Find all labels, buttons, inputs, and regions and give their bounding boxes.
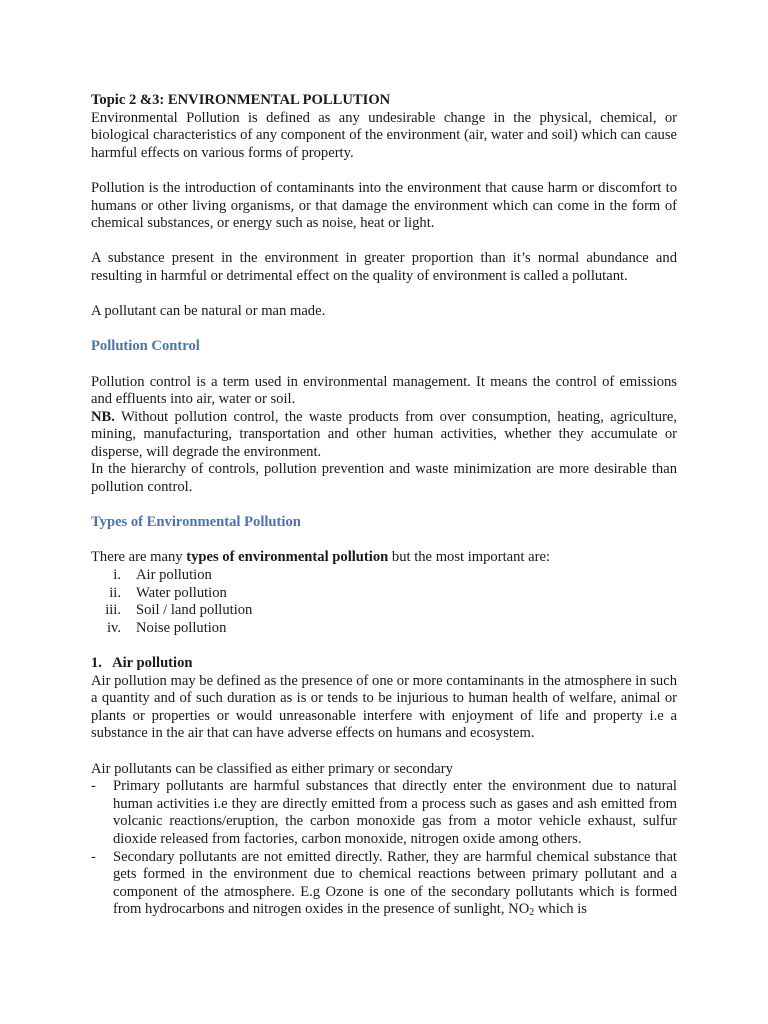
page-title: Topic 2 &3: ENVIRONMENTAL POLLUTION — [91, 92, 391, 108]
document-body — [91, 92, 677, 922]
types-lead-post: but the most important are: — [388, 549, 550, 566]
nb-label: NB. — [91, 408, 115, 425]
intro-paragraph-3: A substance present in the environment in greater proportion than it’s normal abundance and resulting in harmful or detrimental effect on the quality of environment is called a pollutant. — [91, 250, 677, 284]
list-item-number: i. — [113, 567, 121, 584]
intro-paragraph-2: Pollution is the introduction of contaminants into the environment that cause harm or discomfort to humans or other living organisms, or that damage the environment which can come in the form of chemical substances, or energy such as noise, heat or light. — [91, 179, 677, 232]
air-pollution-heading: 1. Air pollution — [91, 655, 193, 671]
nb-paragraph — [91, 409, 677, 462]
list-item — [91, 620, 677, 638]
list-item — [91, 778, 677, 848]
subscript: 2 — [529, 907, 535, 919]
list-item — [91, 602, 677, 620]
list-item-number: ii. — [109, 584, 121, 601]
air-pollution-paragraph-2: Air pollutants can be classified as either primary or secondary — [91, 760, 453, 777]
air-pollution-paragraph-1: Air pollution may be defined as the presence of one or more contaminants in the atmosphere in such a quantity and of such duration as is or tends to be injurious to human health of welfare, animal or plants or properties or would unreasonable interfere with enjoyment of life and property i.e a substance in the air that can have adverse effects on humans and ecosystem. — [91, 672, 677, 742]
list-item-number: iv. — [106, 619, 121, 636]
dash-bullet: - — [91, 848, 96, 865]
types-lead — [91, 549, 677, 567]
list-item-text: Noise pollution — [136, 619, 227, 636]
list-item-text: Water pollution — [136, 584, 227, 601]
intro-paragraph-4: A pollutant can be natural or man made. — [91, 303, 326, 320]
primary-pollutants-text: Primary pollutants are harmful substances that directly enter the environment due to natural human activities i.e they are directly emitted from a process such as gases and ash emitted from volcanic reactions/eruption, the carbon monoxide gas from a motor vehicle exhaust, sulfur dioxide released from factories, carbon monoxide, nitrogen oxide among others. — [113, 778, 677, 847]
types-list — [91, 567, 677, 637]
hierarchy-paragraph: In the hierarchy of controls, pollution prevention and waste minimization are more desirable than pollution control. — [91, 461, 677, 496]
types-heading: Types of Environmental Pollution — [91, 514, 301, 531]
pollution-control-paragraph: Pollution control is a term used in environmental management. It means the control of emissions and effluents into air, water or soil. — [91, 373, 677, 408]
list-item — [91, 567, 677, 585]
secondary-pollutants-text — [113, 849, 677, 922]
types-lead-bold: types of environmental pollution — [186, 549, 389, 566]
secondary-pollutants-tail: which is — [534, 901, 587, 918]
list-item-text: Soil / land pollution — [136, 602, 253, 619]
list-item-text: Air pollution — [136, 567, 212, 584]
pollution-control-heading: Pollution Control — [91, 338, 200, 355]
list-item — [91, 849, 677, 922]
nb-text: Without pollution control, the waste products from over consumption, heating, agriculture, mining, manufacturing, transportation and other human activities, whether they accumulate or disperse, will degrade the environment. — [91, 408, 677, 460]
secondary-pollutants-body: Secondary pollutants are not emitted directly. Rather, they are harmful chemical substance that gets formed in the environment due to chemical reactions between primary pollutant and a component of the atmosphere. E.g Ozone is one of the secondary pollutants which is formed from hydrocarbons and nitrogen oxides in the presence of sunlight, NO — [113, 848, 677, 918]
dash-bullet: - — [91, 778, 96, 795]
intro-paragraph-1: Environmental Pollution is defined as any undesirable change in the physical, chemical, or biological characteristics of any component of the environment (air, water and soil) which can cause harmful effects on various forms of property. — [91, 109, 677, 161]
list-item — [91, 585, 677, 603]
list-item-number: iii. — [105, 602, 121, 619]
types-lead-pre: There are many — [91, 549, 187, 566]
